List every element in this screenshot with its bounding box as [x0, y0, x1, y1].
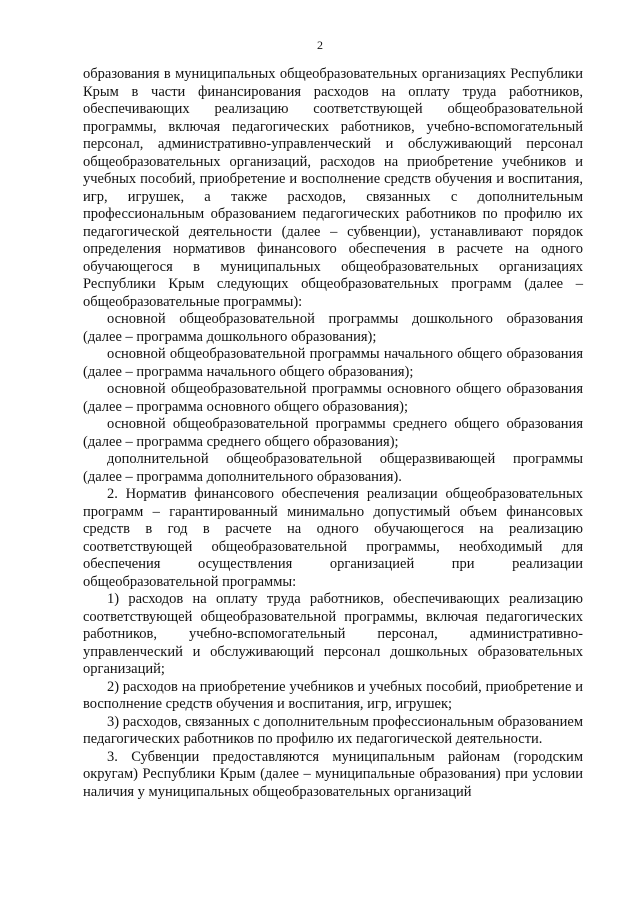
paragraph: образования в муниципальных общеобразовательных организациях Республики Крым в части финансирования расходов на оплату труда работников, обеспечивающих реализацию соответствующей общеобразовательной программы, включая педагогических работников, учебно-вспомогательный персонал, административно-управленческий и обслуживающий персонал общеобразовательных организаций, расходов на приобретение учебников и учебных пособий, приобретение и восполнение средств обучения и воспитания, игр, игрушек, а также расходов, связанных с дополнительным профессиональным образованием педагогических работников по профилю их педагогической деятельности (далее – субвенции), устанавливают порядок определения нормативов финансового обеспечения в расчете на одного обучающегося в муниципальных общеобразовательных организациях Республики Крым следующих общеобразовательных программ (далее – общеобразовательные программы): [83, 66, 583, 310]
page-number: 2 [317, 38, 323, 52]
paragraph: 1) расходов на оплату труда работников, обеспечивающих реализацию соответствующей общеобразовательной программы, включая педагогических работников, учебно-вспомогательный персонал, административно-управленческий и обслуживающий персонал дошкольных образовательных организаций; [83, 591, 583, 677]
paragraph: дополнительной общеобразовательной общеразвивающей программы (далее – программа дополнительного образования). [83, 451, 583, 485]
paragraph: основной общеобразовательной программы среднего общего образования (далее – программа среднего общего образования); [83, 416, 583, 450]
paragraph: 3) расходов, связанных с дополнительным профессиональным образованием педагогических работников по профилю их педагогической деятельности. [83, 713, 583, 747]
paragraph: 2) расходов на приобретение учебников и учебных пособий, приобретение и восполнение средств обучения и воспитания, игр, игрушек; [83, 678, 583, 712]
paragraph: основной общеобразовательной программы дошкольного образования (далее – программа дошкольного образования); [83, 311, 583, 345]
document-body [83, 66, 583, 801]
paragraph: 3. Субвенции предоставляются муниципальным районам (городским округам) Республики Крым (далее – муниципальные образования) при условии наличия у муниципальных общеобразовательных организаций [83, 748, 583, 800]
paragraph: основной общеобразовательной программы основного общего образования (далее – программа основного общего образования); [83, 381, 583, 415]
paragraph: 2. Норматив финансового обеспечения реализации общеобразовательных программ – гарантированный минимально допустимый объем финансовых средств в год в расчете на одного обучающегося на реализацию соответствующей общеобразовательной программы, необходимый для обеспечения осуществления организацией при реализации общеобразовательной программы: [83, 486, 583, 590]
paragraph: основной общеобразовательной программы начального общего образования (далее – программа начального общего образования); [83, 346, 583, 380]
